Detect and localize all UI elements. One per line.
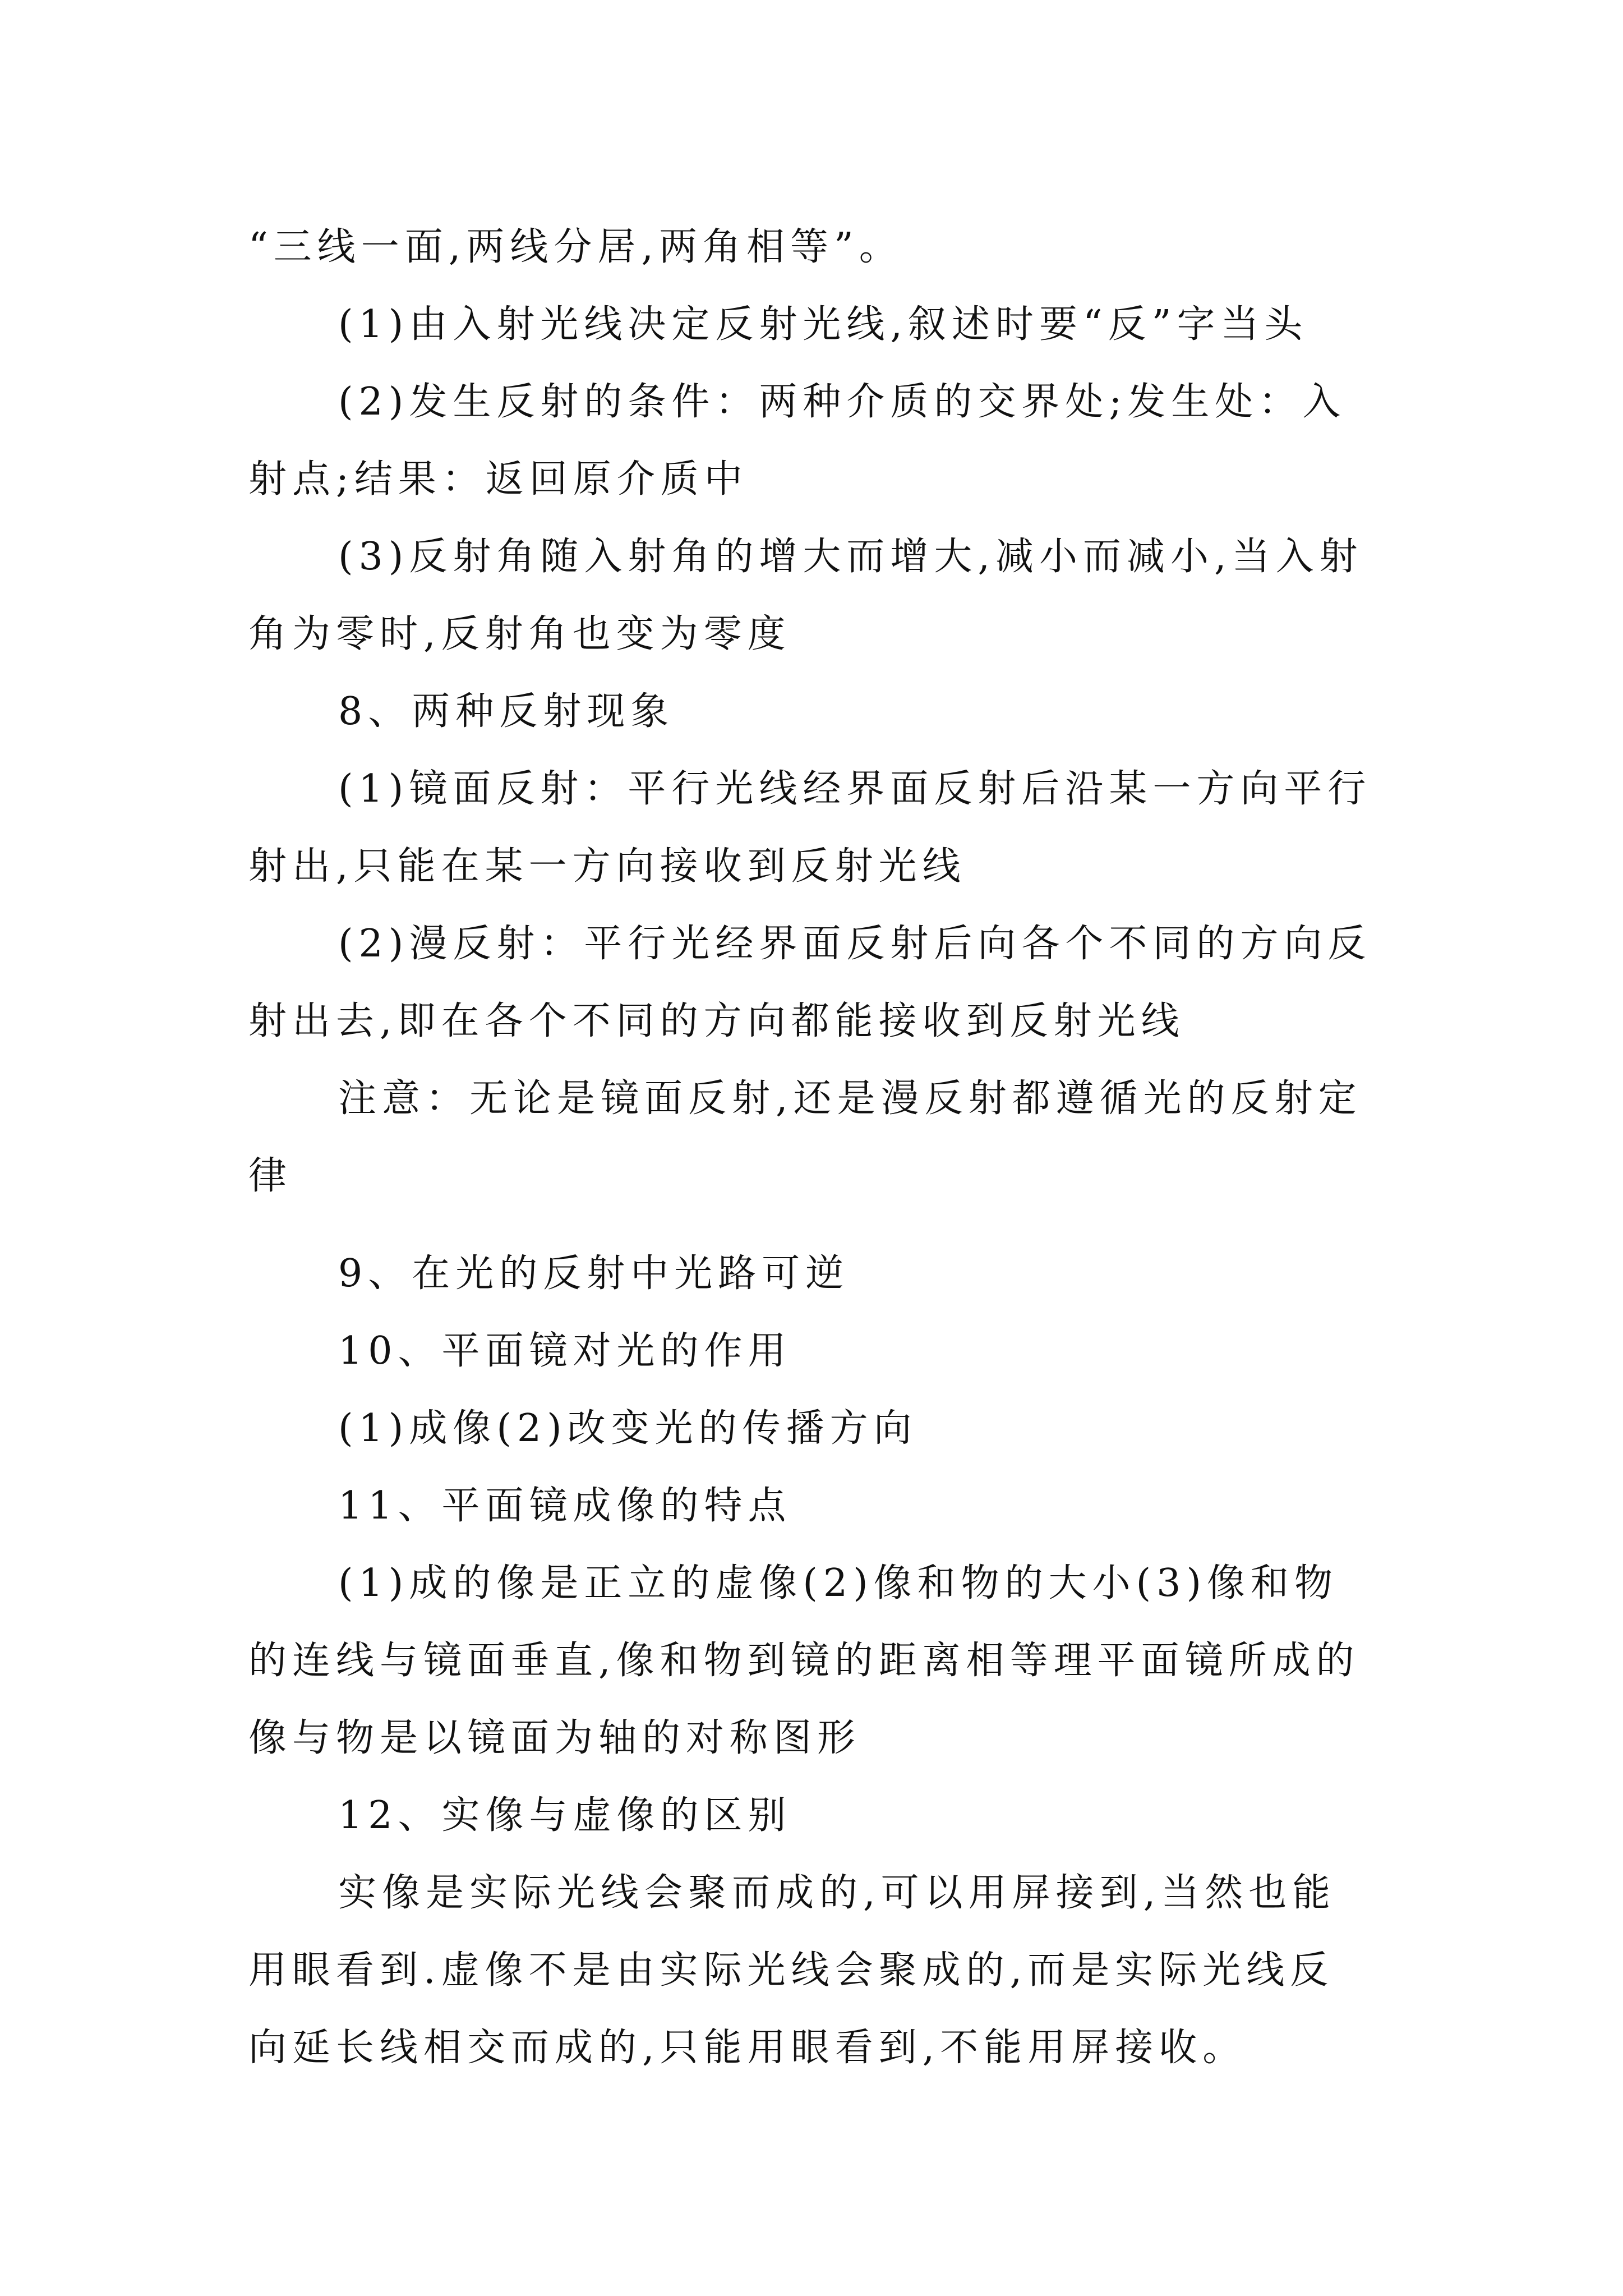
paragraph-11: (1)成像(2)改变光的传播方向 [338,1406,917,1451]
paragraph-1: “三线一面,两线分居,两角相等”。 [248,225,903,269]
paragraph-3: (2)发生反射的条件：两种介质的交界处;发生处：入射点;结果：返回原介质中 [248,380,1347,501]
paragraph-6: (1)镜面反射：平行光线经界面反射后沿某一方向平行射出,只能在某一方向接收到反射光线 [248,767,1372,889]
paragraph-15: 实像是实际光线会聚而成的,可以用屏接到,当然也能用眼看到.虚像不是由实际光线会聚成的,而是实际光线反向延长线相交而成的,只能用眼看到,不能用屏接收。 [248,1871,1336,2070]
paragraph-8: 注意：无论是镜面反射,还是漫反射都遵循光的反射定律 [248,1076,1362,1198]
document-body [248,209,1375,2087]
section-12-heading: 12、实像与虚像的区别 [338,1793,792,1838]
paragraph-13: (1)成的像是正立的虚像(2)像和物的大小(3)像和物的连线与镜面垂直,像和物到镜的距离相等理平面镜所成的像与物是以镜面为轴的对称图形 [248,1561,1360,1760]
section-8-heading: 8、两种反射现象 [338,689,675,734]
section-10-heading: 10、平面镜对光的作用 [338,1329,792,1373]
paragraph-7: (2)漫反射：平行光经界面反射后向各个不同的方向反射出去,即在各个不同的方向都能接收到反射光线 [248,922,1372,1043]
paragraph-4: (3)反射角随入射角的增大而增大,减小而减小,当入射角为零时,反射角也变为零度 [248,535,1363,656]
section-9-heading: 9、在光的反射中光路可逆 [338,1251,850,1296]
paragraph-2: (1)由入射光线决定反射光线,叙述时要“反”字当头 [338,302,1308,347]
section-11-heading: 11、平面镜成像的特点 [338,1484,792,1528]
section-spacer [248,1215,1375,1235]
